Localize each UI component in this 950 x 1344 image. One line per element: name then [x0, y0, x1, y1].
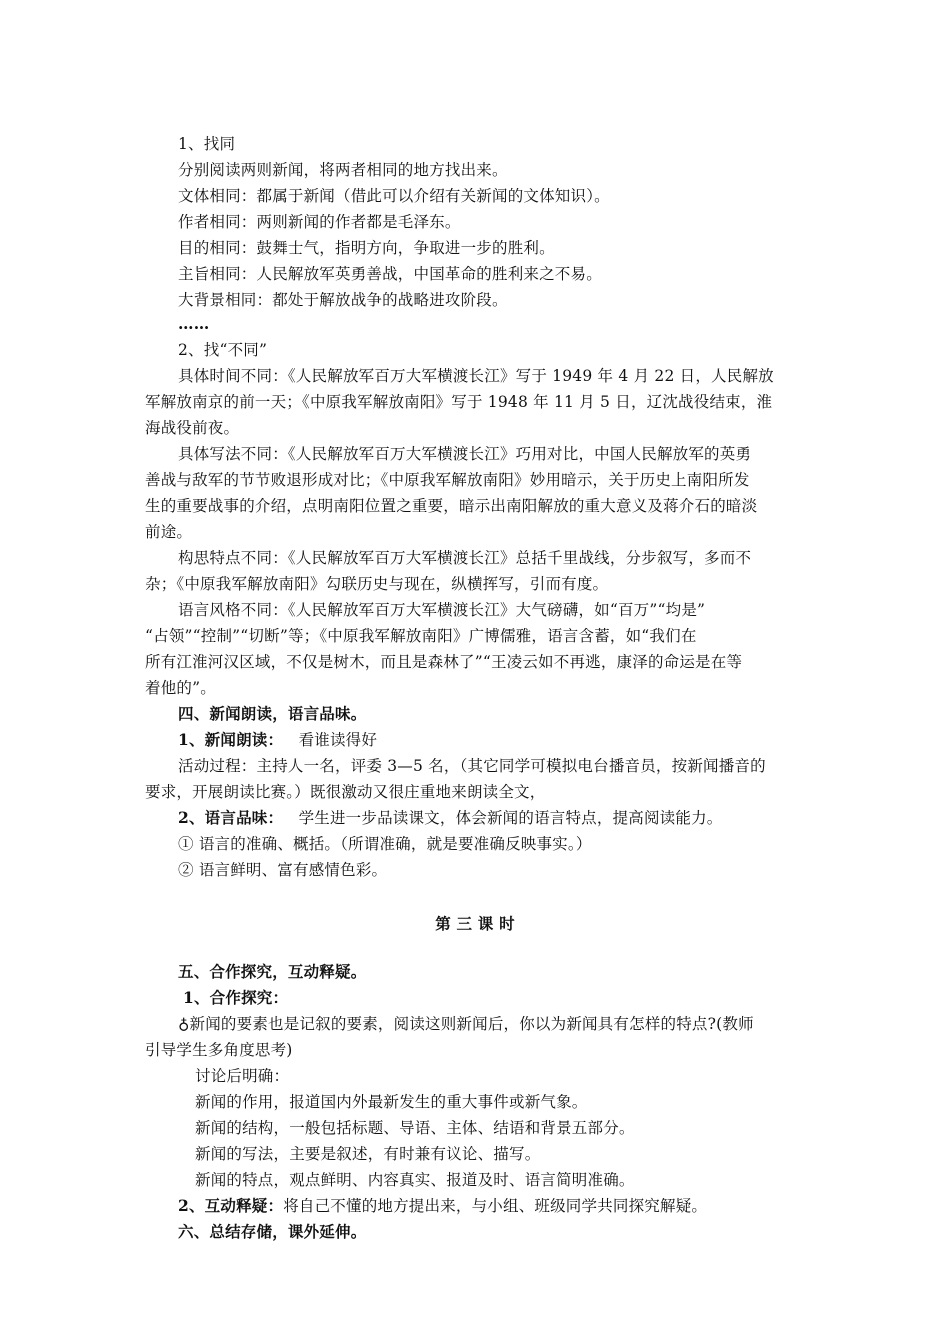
paragraph-diff-structure-line2: 杂；《中原我军解放南阳》勾联历史与现在，纵横挥写，引而有度。 [145, 575, 609, 593]
paragraph-question-line2: 引导学生多角度思考) [145, 1041, 293, 1059]
list-item-same-theme: 主旨相同：人民解放军英勇善战，中国革命的胜利来之不易。 [178, 265, 602, 283]
subheading-interactive-qa [178, 1196, 707, 1216]
paragraph-diff-style-line3: 所有江淮河汉区域，不仅是树木，而且是森林了”“王凌云如不再逃，康泽的命运是在等 [145, 653, 743, 671]
paragraph-diff-method-line2: 善战与敌军的节节败退形成对比；《中原我军解放南阳》妙用暗示，关于历史上南阳所发 [145, 471, 750, 489]
heading-section-five: 五、合作探究，互动释疑。 [178, 962, 367, 981]
list-item-same-background: 大背景相同：都处于解放战争的战略进攻阶段。 [178, 291, 508, 309]
list-item-news-structure: 新闻的结构，一般包括标题、导语、主体、结语和背景五部分。 [195, 1119, 635, 1137]
paragraph-diff-time-line3: 海战役前夜。 [145, 419, 240, 437]
list-item-news-writing: 新闻的写法，主要是叙述，有时兼有议论、描写。 [195, 1145, 541, 1163]
subheading-interactive-qa-text: 将自己不懂的地方提出来，与小组、班级同学共同探究解疑。 [283, 1197, 708, 1215]
clarify-label: 讨论后明确： [195, 1067, 290, 1085]
list-item-news-function: 新闻的作用，报道国内外最新发生的重大事件或新气象。 [195, 1093, 588, 1111]
paragraph-activity-line2: 要求，开展朗读比赛。）既很激动又很庄重地来朗读全文， [145, 783, 546, 801]
subheading-cooperative-inquiry: 1、合作探究： [183, 988, 289, 1007]
subheading-language-taste-text: 学生进一步品读课文，体会新闻的语言特点，提高阅读能力。 [298, 809, 723, 827]
paragraph-question-line1: ♁新闻的要素也是记叙的要素，阅读这则新闻后，你以为新闻具有怎样的特点?(教师 [178, 1015, 754, 1033]
list-item-same-author: 作者相同：两则新闻的作者都是毛泽东。 [178, 213, 461, 231]
subheading-interactive-qa-label: 2、互动释疑： [178, 1196, 284, 1215]
paragraph-diff-method-line4: 前途。 [145, 523, 193, 541]
paragraph-activity-line1: 活动过程：主持人一名，评委 3—5 名，（其它同学可模拟电台播音员，按新闻播音的 [178, 757, 766, 775]
subheading-news-reading [178, 730, 377, 750]
list-item-language-accuracy: ① 语言的准确、概括。（所谓准确，就是要准确反映事实。） [178, 835, 592, 853]
ellipsis: …… [178, 314, 210, 333]
paragraph-diff-time-line2: 军解放南京的前一天；《中原我军解放南阳》写于 1948 年 11 月 5 日，辽沈战役结束，淮 [145, 393, 773, 411]
list-item-news-features: 新闻的特点，观点鲜明、内容真实、报道及时、语言简明准确。 [195, 1171, 635, 1189]
heading-section-four: 四、新闻朗读，语言品味。 [178, 704, 367, 723]
list-item-language-vivid: ② 语言鲜明、富有感情色彩。 [178, 861, 388, 879]
subheading-news-reading-label: 1、新闻朗读： [178, 730, 284, 749]
paragraph-diff-method-line3: 生的重要战事的介绍，点明南阳位置之重要，暗示出南阳解放的重大意义及蒋介石的暗淡 [145, 497, 758, 515]
subheading-language-taste-label: 2、语言品味： [178, 808, 284, 827]
heading-find-diff: 2、找“不同” [178, 341, 268, 359]
list-item-same-purpose: 目的相同：鼓舞士气，指明方向，争取进一步的胜利。 [178, 239, 555, 257]
heading-find-same: 1、找同 [178, 135, 236, 153]
paragraph-diff-time-line1: 具体时间不同：《人民解放军百万大军横渡长江》写于 1949 年 4 月 22 日，人民解放 [178, 367, 774, 385]
paragraph-find-same-intro: 分别阅读两则新闻，将两者相同的地方找出来。 [178, 161, 508, 179]
paragraph-diff-method-line1: 具体写法不同：《人民解放军百万大军横渡长江》巧用对比，中国人民解放军的英勇 [178, 445, 752, 463]
lesson-title: 第 三 课 时 [435, 914, 515, 933]
paragraph-diff-structure-line1: 构思特点不同：《人民解放军百万大军横渡长江》总括千里战线，分步叙写，多而不 [178, 549, 752, 567]
subheading-language-taste [178, 808, 722, 828]
heading-section-six: 六、总结存储，课外延伸。 [178, 1222, 367, 1241]
list-item-same-genre: 文体相同：都属于新闻（借此可以介绍有关新闻的文体知识）。 [178, 187, 610, 205]
paragraph-diff-style-line2: “占领”“控制”“切断”等；《中原我军解放南阳》广博儒雅，语言含蓄，如“我们在 [145, 627, 697, 645]
paragraph-diff-style-line1: 语言风格不同：《人民解放军百万大军横渡长江》大气磅礴，如“百万”“均是” [178, 601, 706, 619]
paragraph-diff-style-line4: 着他的”。 [145, 679, 216, 697]
subheading-news-reading-text: 看谁读得好 [298, 731, 378, 749]
